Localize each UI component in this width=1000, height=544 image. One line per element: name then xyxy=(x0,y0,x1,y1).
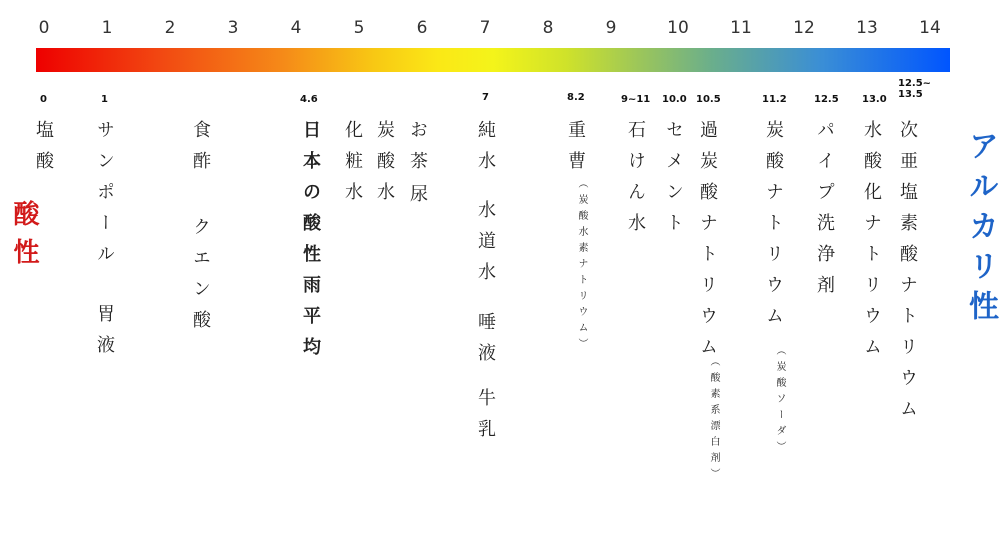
tick-label: 2 xyxy=(164,18,176,38)
substance-name: 炭酸ナトリウム xyxy=(763,120,784,337)
tick-label: 6 xyxy=(416,18,428,38)
tick-label: 4 xyxy=(290,18,302,38)
tick-label: 8 xyxy=(542,18,554,38)
ph-value: 12.5 xyxy=(814,94,839,105)
ph-value: 10.5 xyxy=(696,94,721,105)
substance-note: （炭酸水素ナトリウム） xyxy=(576,178,587,354)
ph-value: 1 xyxy=(101,94,108,105)
tick-label: 14 xyxy=(919,18,941,38)
tick-label: 5 xyxy=(353,18,365,38)
tick-label: 3 xyxy=(227,18,239,38)
ph-value: 7 xyxy=(482,92,489,103)
substance-note: （炭酸ソーダ） xyxy=(774,345,785,457)
acid-label: 酸性 xyxy=(9,200,39,276)
ph-gradient-bar xyxy=(36,48,950,72)
tick-label: 13 xyxy=(856,18,878,38)
tick-label: 11 xyxy=(730,18,752,38)
substance-name: 石けん水 xyxy=(625,120,646,244)
substance-name: 炭酸水 xyxy=(374,120,395,213)
ph-value: 4.6 xyxy=(300,94,318,105)
substance-name: お茶 xyxy=(407,120,428,182)
substance-name: 牛乳 xyxy=(475,388,496,450)
substance-name: 唾液 xyxy=(475,312,496,374)
ph-value: 12.5~ 13.5 xyxy=(898,78,932,100)
substance-name: クエン酸 xyxy=(190,217,211,341)
alkali-label: アルカリ性 xyxy=(963,130,998,330)
substance-name: 尿 xyxy=(407,184,428,215)
substance-name: 重曹 xyxy=(565,120,586,182)
substance-name: サンポール xyxy=(94,120,115,275)
substance-name: 水酸化ナトリウム xyxy=(861,120,882,368)
substance-name: 食酢 xyxy=(190,120,211,182)
tick-label: 9 xyxy=(605,18,617,38)
ph-value: 0 xyxy=(40,94,47,105)
substance-name: 化粧水 xyxy=(342,120,363,213)
tick-label: 7 xyxy=(479,18,491,38)
ph-value: 10.0 xyxy=(662,94,687,105)
ph-value: 13.0 xyxy=(862,94,887,105)
substance-name: 水道水 xyxy=(475,200,496,293)
tick-label: 10 xyxy=(667,18,689,38)
substance-name: 過炭酸ナトリウム xyxy=(697,120,718,368)
substance-name: セメント xyxy=(663,120,684,244)
substance-name: 純水 xyxy=(475,120,496,182)
ph-value: 9~11 xyxy=(621,94,651,105)
tick-label: 0 xyxy=(38,18,50,38)
tick-label: 1 xyxy=(101,18,113,38)
ph-value: 8.2 xyxy=(567,92,585,103)
substance-name: 塩酸 xyxy=(33,120,54,182)
substance-name: パイプ洗浄剤 xyxy=(814,120,835,306)
substance-note: （酸素系漂白剤） xyxy=(708,356,719,484)
substance-name: 胃液 xyxy=(94,304,115,366)
substance-name: 日本の酸性雨平均 xyxy=(300,120,321,368)
ph-scale xyxy=(0,0,1000,40)
tick-label: 12 xyxy=(793,18,815,38)
ph-value: 11.2 xyxy=(762,94,787,105)
substance-name: 次亜塩素酸ナトリウム xyxy=(897,120,918,430)
